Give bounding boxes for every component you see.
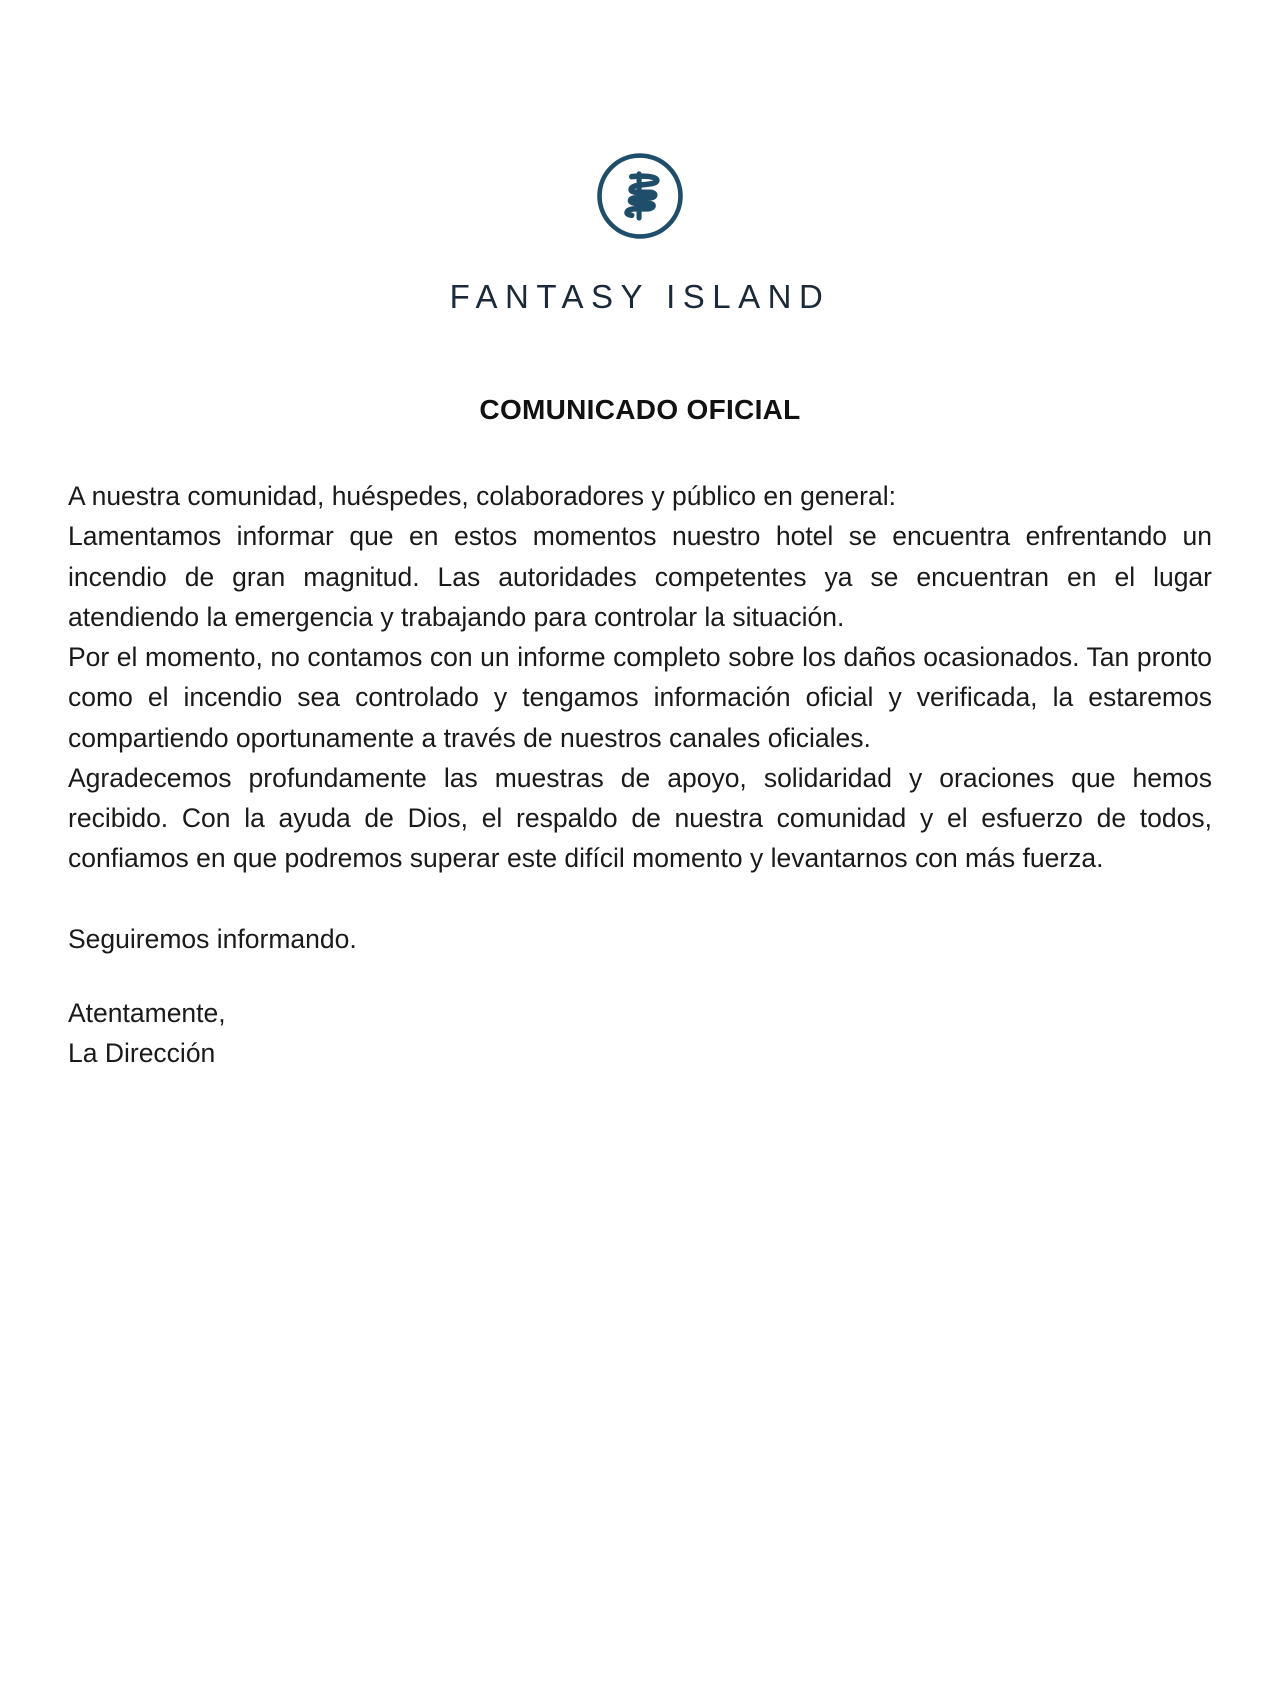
signature-signer: La Dirección: [68, 1038, 216, 1069]
closing-line: Seguiremos informando.: [68, 923, 357, 954]
paragraph-1: Lamentamos informar que en estos momentos nuestro hotel se encuentra enfrentando un incendio de gran magnitud. Las autoridades competentes ya se encuentran en el lugar atendiendo la emergencia y trabajando para controlar la situación.: [68, 521, 1212, 632]
brand-name: FANTASY ISLAND: [449, 278, 831, 315]
page-title: COMUNICADO OFICIAL: [479, 394, 801, 425]
signature-valediction: Atentamente,: [68, 997, 226, 1028]
fantasy-island-monogram-icon: [594, 150, 686, 242]
brand-header: [68, 0, 1212, 316]
spacer: [68, 959, 1212, 993]
paragraph-2: Por el momento, no contamos con un informe completo sobre los daños ocasionados. Tan pronto como el incendio sea controlado y tengamos información oficial y verificada, la estaremos compartiendo oportunamente a través de nuestros canales oficiales.: [68, 642, 1212, 753]
paragraph-3: Agradecemos profundamente las muestras de apoyo, solidaridad y oraciones que hemos recibido. Con la ayuda de Dios, el respaldo de nuestra comunidad y el esfuerzo de todos, confiamos en que podremos superar este difícil momento y levantarnos con más fuerza.: [68, 762, 1212, 874]
spacer: [68, 879, 1212, 919]
salutation: A nuestra comunidad, huéspedes, colaboradores y público en general:: [68, 481, 896, 511]
document-body: [68, 476, 1212, 1073]
